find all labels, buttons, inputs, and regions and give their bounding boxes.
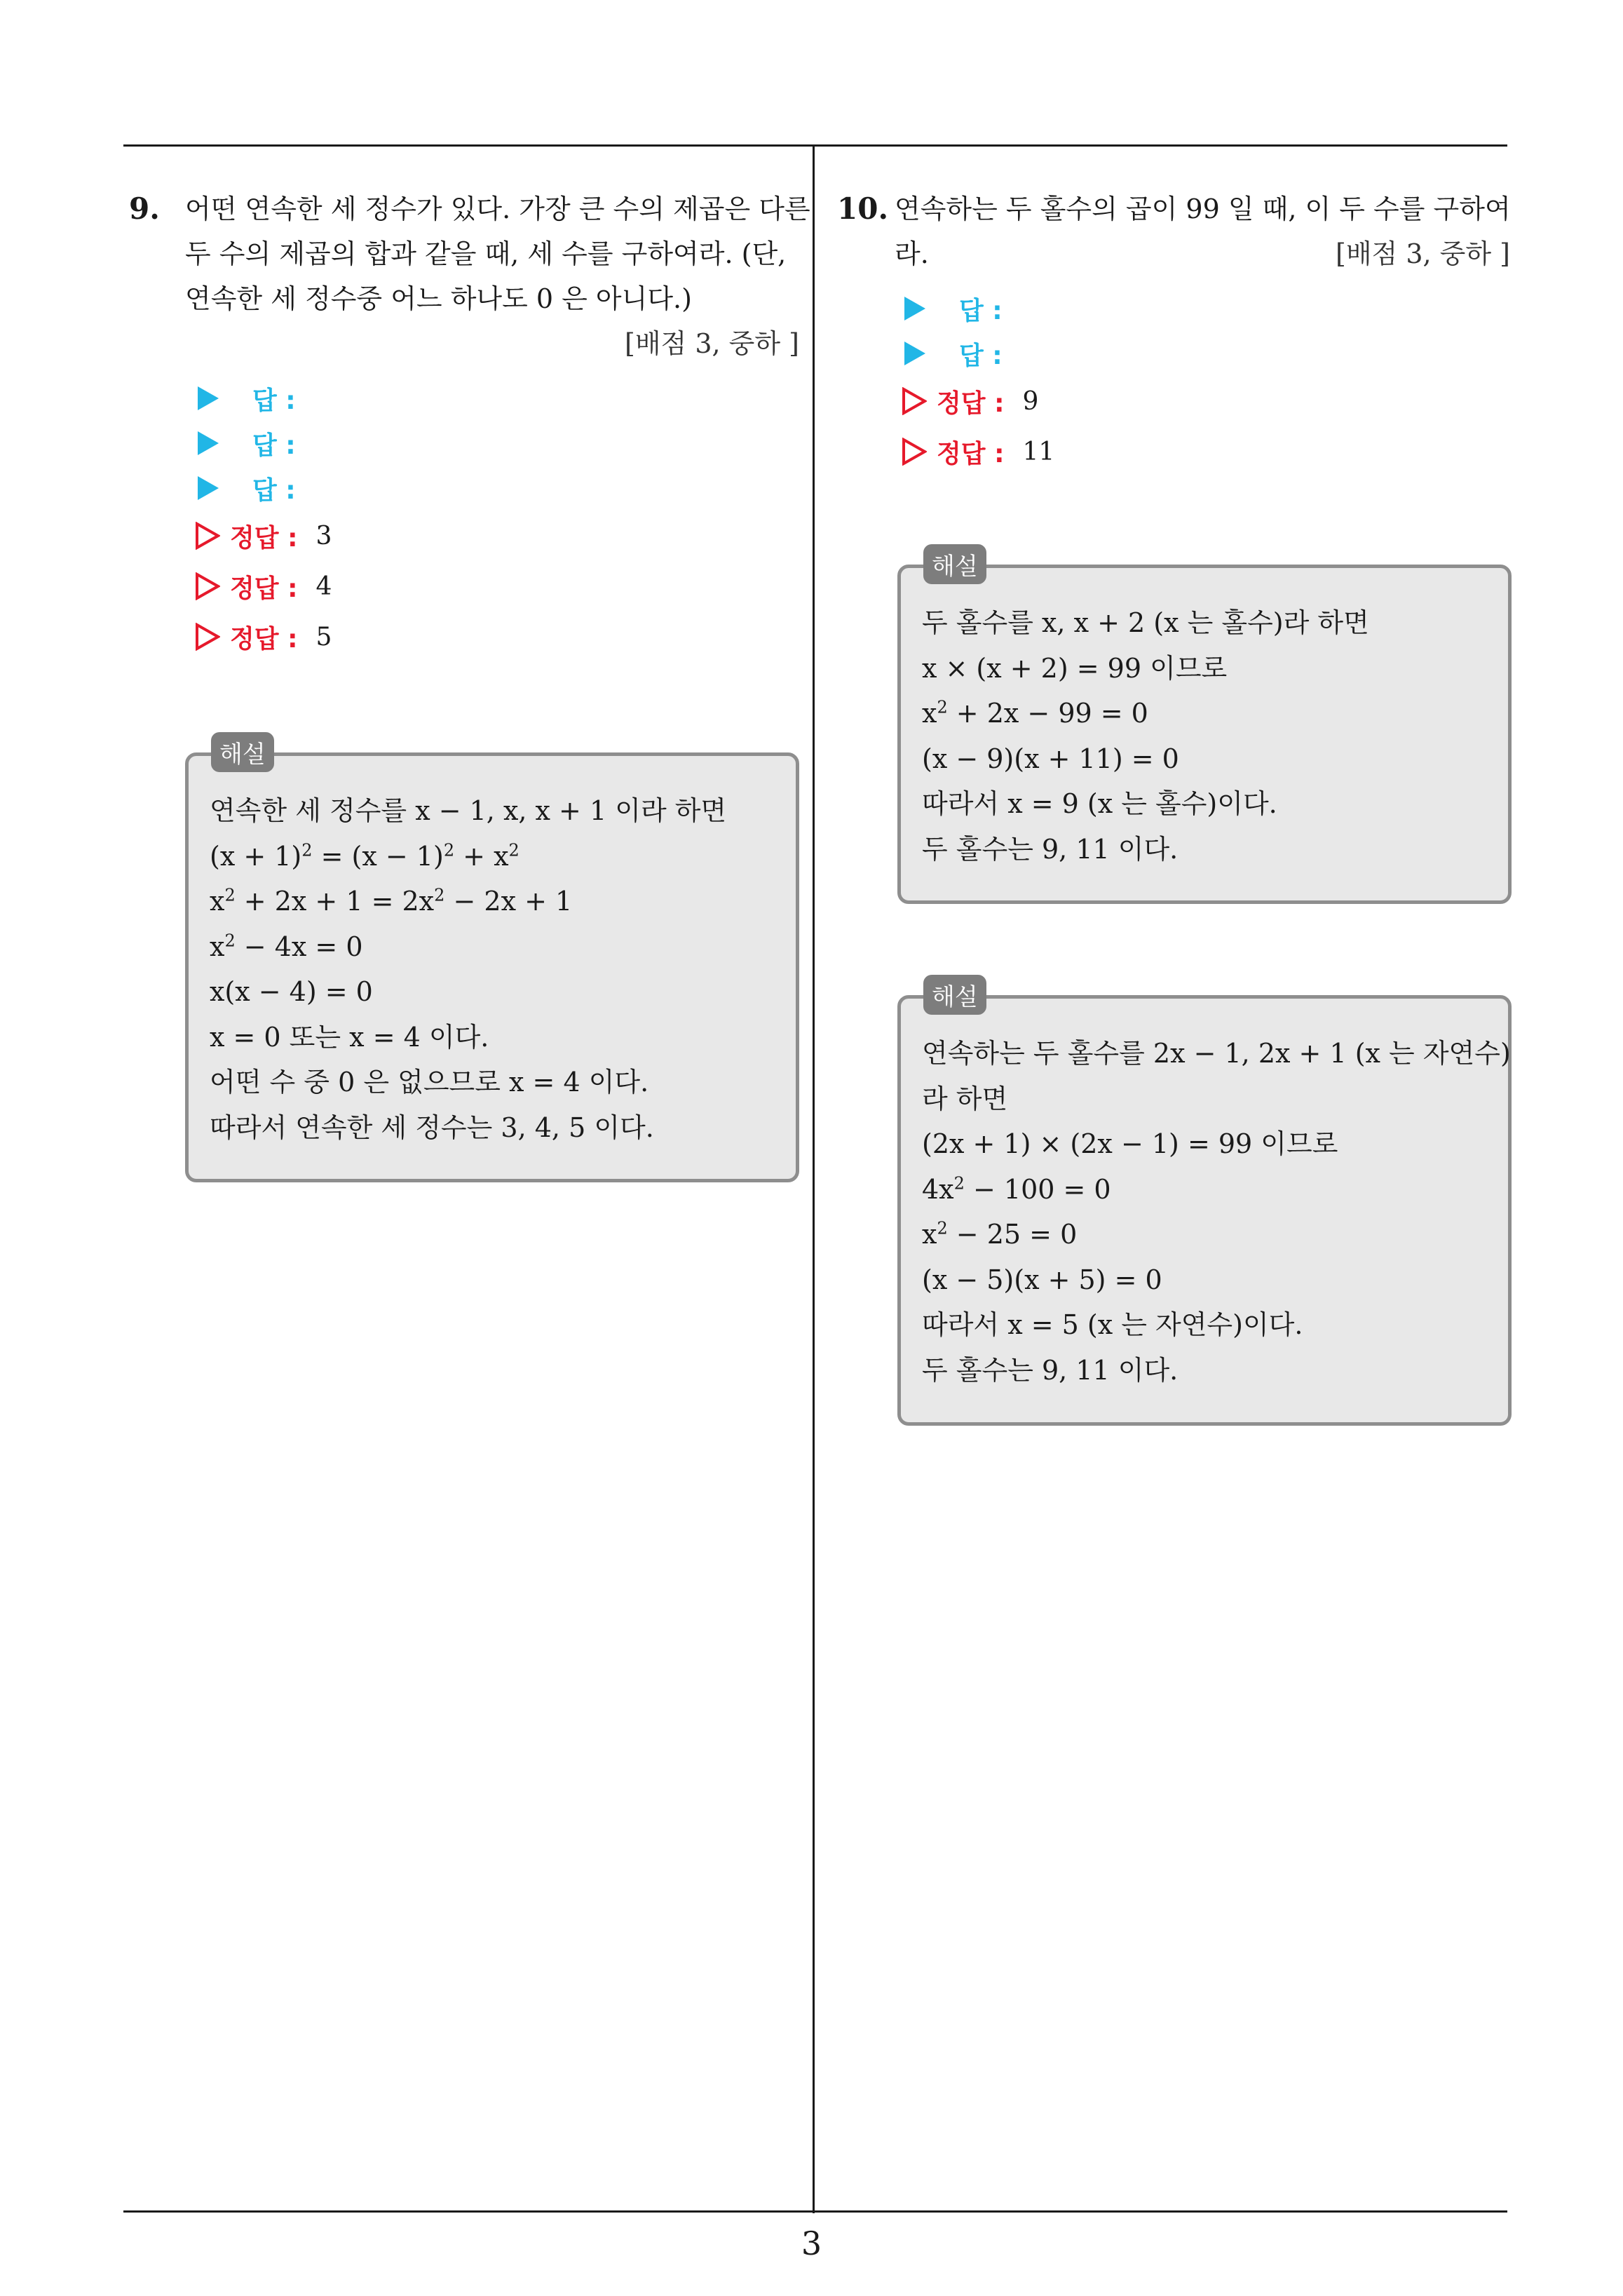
outline-triangle-icon [902, 387, 927, 415]
explanation-line: 두 홀수는 9, 11 이다. [922, 1354, 1179, 1386]
explanation-line: (2x + 1) × (2x − 1) = 99 이므로 [922, 1128, 1338, 1159]
explanation-line: 따라서 x = 9 (x 는 홀수)이다. [922, 788, 1277, 819]
solution-label: 정답 : [230, 574, 298, 603]
question-number: 9. [129, 191, 160, 226]
solution-value: 4 [315, 572, 332, 601]
explanation-box [897, 553, 1512, 904]
solution-value: 3 [315, 521, 332, 551]
outline-triangle-icon [902, 438, 927, 466]
solution-row [195, 511, 799, 561]
answer-list [902, 286, 1510, 477]
solution-row [902, 376, 1510, 426]
explanation-line: 따라서 x = 5 (x 는 자연수)이다. [922, 1309, 1303, 1340]
footer-rule [123, 2210, 1507, 2213]
explanation-line: (x − 9)(x + 11) = 0 [922, 743, 1179, 774]
explanation-box [897, 983, 1512, 1426]
question-text-line: 두 수의 제곱의 합과 같을 때, 세 수를 구하여라. (단, [185, 238, 787, 269]
explanation-box [185, 741, 799, 1182]
play-triangle-icon [198, 431, 219, 455]
play-triangle-icon [904, 342, 925, 365]
answer-row[interactable] [195, 466, 799, 511]
solution-label: 정답 : [937, 439, 1005, 468]
answer-label: 답 : [959, 341, 1003, 370]
solution-label: 정답 : [230, 523, 298, 553]
outline-triangle-icon [195, 572, 220, 600]
solution-row [195, 612, 799, 662]
header-rule [123, 144, 1507, 147]
answer-label: 답 : [252, 431, 296, 460]
answer-row[interactable] [195, 421, 799, 466]
explanation-line: $x^2 + 2x + 1 = 2x^2 - 2x + 1$ [210, 885, 573, 917]
page-number: 3 [801, 2224, 822, 2262]
solution-label: 정답 : [230, 624, 298, 654]
answer-label: 답 : [252, 475, 296, 505]
play-triangle-icon [198, 386, 219, 410]
solution-label: 정답 : [937, 389, 1005, 418]
explanation-line: $x^2 + 2x - 99 = 0$ [922, 697, 1148, 729]
solution-value: 9 [1022, 386, 1039, 416]
explanation-line: $x^2 - 25 = 0$ [922, 1218, 1078, 1250]
question-9 [129, 187, 810, 662]
question-text-line: 연속한 세 정수중 어느 하나도 0 은 아니다.) [185, 283, 692, 314]
answer-label: 답 : [252, 386, 296, 415]
explanation-line: $x^2 - 4x = 0$ [210, 930, 363, 962]
explanation-line: x × (x + 2) = 99 이므로 [922, 652, 1228, 684]
explanation-line: $4x^2 - 100 = 0$ [922, 1173, 1111, 1205]
play-triangle-icon [904, 297, 925, 320]
solution-row [902, 426, 1510, 477]
explanation-line: 라 하면 [922, 1083, 1008, 1114]
answer-label: 답 : [959, 296, 1003, 325]
answer-list [195, 376, 799, 662]
explanation-tag: 해설 [923, 975, 986, 1015]
explanation-line: 두 홀수는 9, 11 이다. [922, 833, 1179, 865]
outline-triangle-icon [195, 623, 220, 651]
explanation-line: 어떤 수 중 0 은 없으므로 x = 4 이다. [210, 1067, 649, 1098]
answer-row[interactable] [902, 331, 1510, 376]
question-text-line: 10. 연속하는 두 홀수의 곱이 99 일 때, 이 두 수를 구하여 [837, 187, 1510, 231]
question-10 [837, 187, 1510, 477]
explanation-line: 연속하는 두 홀수를 2x − 1, 2x + 1 (x 는 자연수) [922, 1038, 1511, 1069]
score-difficulty: [배점 3, 중하 ] [1336, 238, 1510, 269]
explanation-line: $(x + 1)^2 = (x - 1)^2 + x^2$ [210, 839, 520, 872]
explanation-line: 연속한 세 정수를 x − 1, x, x + 1 이라 하면 [210, 795, 727, 826]
score-difficulty: [배점 3, 중하 ] [625, 328, 799, 359]
question-text-line: 라. [895, 238, 929, 269]
explanation-line: x = 0 또는 x = 4 이다. [210, 1021, 489, 1053]
explanation-line: 따라서 연속한 세 정수는 3, 4, 5 이다. [210, 1112, 654, 1143]
column-divider [813, 144, 815, 2213]
explanation-line: 두 홀수를 x, x + 2 (x 는 홀수)라 하면 [922, 607, 1369, 638]
explanation-tag: 해설 [923, 544, 986, 584]
explanation-tag: 해설 [211, 732, 274, 772]
explanation-line: x(x − 4) = 0 [210, 976, 373, 1007]
answer-row[interactable] [902, 286, 1510, 331]
solution-value: 5 [315, 622, 332, 651]
solution-value: 11 [1022, 437, 1055, 466]
answer-row[interactable] [195, 376, 799, 421]
question-number: 10. [837, 191, 889, 226]
question-text-line: 9. 어떤 연속한 세 정수가 있다. 가장 큰 수의 제곱은 다른 [129, 187, 799, 231]
outline-triangle-icon [195, 522, 220, 550]
play-triangle-icon [198, 476, 219, 500]
explanation-line: (x − 5)(x + 5) = 0 [922, 1264, 1162, 1295]
solution-row [195, 561, 799, 612]
